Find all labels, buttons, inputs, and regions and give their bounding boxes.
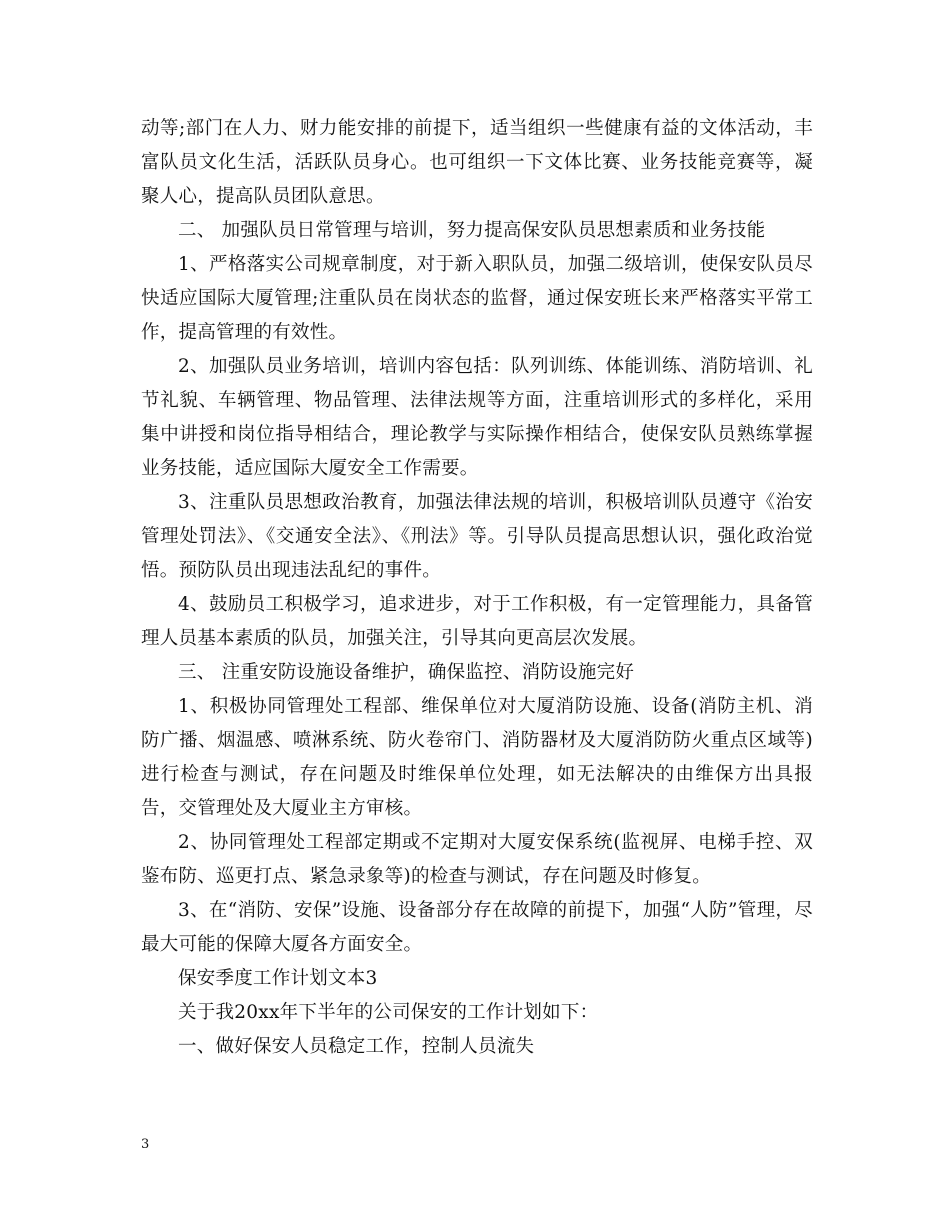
paragraph-item-2-4: 4、鼓励员工积极学习，追求进步，对于工作积极，有一定管理能力，具备管理人员基本素质的队员，加强关注，引导其向更高层次发展。 xyxy=(141,594,813,649)
paragraph-item-3-3: 3、在“消防、安保”设施、设备部分存在故障的前提下，加强“人防”管理，尽最大可能的保障大厦各方面安全。 xyxy=(141,900,813,955)
section-heading-2: 二、 加强队员日常管理与培训，努力提高保安队员思想素质和业务技能 xyxy=(178,220,766,241)
intro-paragraph: 关于我20xx年下半年的公司保安的工作计划如下： xyxy=(178,1002,599,1023)
document-subtitle: 保安季度工作计划文本3 xyxy=(178,968,378,989)
paragraph-item-2-3: 3、注重队员思想政治教育，加强法律法规的培训，积极培训队员遵守《治安管理处罚法》、《交通安全法》、《刑法》等。引导队员提高思想认识，强化政治觉悟。预防队员出现违法乱纪的事件。 xyxy=(141,492,813,581)
paragraph-item-3-2: 2、协同管理处工程部定期或不定期对大厦安保系统(监视屏、电梯手控、双鉴布防、巡更打点、紧急录象等)的检查与测试，存在问题及时修复。 xyxy=(141,832,813,887)
paragraph-item-3-1: 1、积极协同管理处工程部、维保单位对大厦消防设施、设备(消防主机、消防广播、烟温感、喷淋系统、防火卷帘门、消防器材及大厦消防防火重点区域等)进行检查与测试，存在问题及时维保单位处理，如无法解决的由维保方出具报告，交管理处及大厦业主方审核。 xyxy=(141,696,813,819)
paragraph-continuation: 动等;部门在人力、财力能安排的前提下，适当组织一些健康有益的文体活动，丰富队员文化生活，活跃队员身心。也可组织一下文体比赛、业务技能竞赛等，凝聚人心，提高队员团队意思。 xyxy=(141,118,813,207)
document-body xyxy=(141,112,813,1064)
section-heading-3: 三、 注重安防设施设备维护，确保监控、消防设施完好 xyxy=(178,662,635,683)
paragraph-item-2-1: 1、严格落实公司规章制度，对于新入职队员，加强二级培训，使保安队员尽快适应国际大厦管理;注重队员在岗状态的监督，通过保安班长来严格落实平常工作，提高管理的有效性。 xyxy=(141,254,813,343)
section-heading-1: 一、做好保安人员稳定工作，控制人员流失 xyxy=(178,1036,535,1057)
paragraph-item-2-2: 2、加强队员业务培训，培训内容包括：队列训练、体能训练、消防培训、礼节礼貌、车辆管理、物品管理、法律法规等方面，注重培训形式的多样化，采用集中讲授和岗位指导相结合，理论教学与实际操作相结合，使保安队员熟练掌握业务技能，适应国际大厦安全工作需要。 xyxy=(141,356,813,479)
page-number: 3 xyxy=(141,1137,150,1152)
